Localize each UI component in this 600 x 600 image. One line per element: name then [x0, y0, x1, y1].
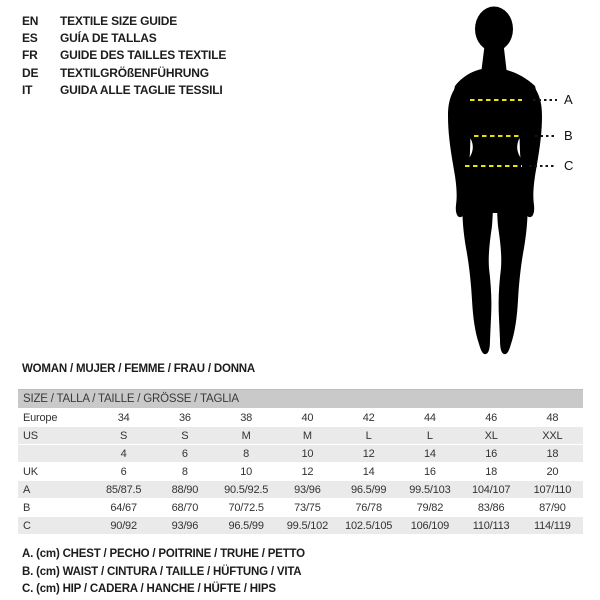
language-row: [22, 82, 226, 99]
size-cell: 99.5/103: [399, 481, 460, 499]
size-cell: 38: [216, 409, 277, 427]
marker-b-label: B: [564, 128, 573, 143]
size-cell: 68/70: [154, 499, 215, 517]
size-cell: L: [399, 427, 460, 445]
woman-silhouette-svg: [425, 0, 575, 360]
table-row-us-letter: [18, 427, 583, 445]
row-label: US: [18, 427, 93, 445]
size-cell: 4: [93, 445, 154, 463]
size-cell: 16: [399, 463, 460, 481]
table-row-chest-a: [18, 481, 583, 499]
size-cell: 114/119: [522, 517, 583, 535]
language-row: [22, 47, 226, 64]
legend-waist: B. (cm) WAIST / CINTURA / TAILLE / HÜFTUNG / VITA: [22, 565, 302, 578]
size-cell: 10: [277, 445, 338, 463]
size-cell: 18: [522, 445, 583, 463]
size-cell: 107/110: [522, 481, 583, 499]
size-cell: XXL: [522, 427, 583, 445]
chest-measure-line: [470, 99, 522, 101]
size-cell: 85/87.5: [93, 481, 154, 499]
size-cell: 104/107: [461, 481, 522, 499]
size-cell: 93/96: [277, 481, 338, 499]
size-cell: 93/96: [154, 517, 215, 535]
row-label: C: [18, 517, 93, 535]
size-cell: 110/113: [461, 517, 522, 535]
table-row-us-numeric: [18, 445, 583, 463]
size-cell: 96.5/99: [216, 517, 277, 535]
row-label: B: [18, 499, 93, 517]
guide-title-en: TEXTILE SIZE GUIDE: [60, 13, 178, 28]
size-cell: 88/90: [154, 481, 215, 499]
size-cell: 18: [461, 463, 522, 481]
size-cell: 79/82: [399, 499, 460, 517]
measurement-legend: [22, 546, 305, 599]
size-cell: 8: [216, 445, 277, 463]
language-row: [22, 29, 226, 46]
size-cell: 64/67: [93, 499, 154, 517]
size-cell: 44: [399, 409, 460, 427]
size-cell: 102.5/105: [338, 517, 399, 535]
guide-title-it: GUIDA ALLE TAGLIE TESSILI: [60, 83, 223, 98]
language-row: [22, 64, 226, 81]
size-cell: 12: [277, 463, 338, 481]
size-cell: L: [338, 427, 399, 445]
language-code: DE: [22, 65, 39, 80]
size-cell: 99.5/102: [277, 517, 338, 535]
waist-measure-line: [474, 135, 519, 137]
row-label: UK: [18, 463, 93, 481]
size-cell: 42: [338, 409, 399, 427]
language-code: ES: [22, 31, 38, 46]
size-cell: 46: [461, 409, 522, 427]
size-cell: S: [154, 427, 215, 445]
size-cell: 87/90: [522, 499, 583, 517]
guide-title-fr: GUIDE DES TAILLES TEXTILE: [60, 48, 227, 63]
guide-title-es: GUÍA DE TALLAS: [60, 31, 157, 46]
row-label: [18, 445, 93, 463]
row-label: A: [18, 481, 93, 499]
hip-connector-dots: [529, 165, 555, 167]
size-cell: M: [216, 427, 277, 445]
hip-measure-line: [465, 165, 522, 167]
size-cell: 40: [277, 409, 338, 427]
table-row-hip-c: [18, 517, 583, 535]
size-cell: 73/75: [277, 499, 338, 517]
language-title-list: [22, 12, 226, 99]
size-cell: XL: [461, 427, 522, 445]
size-cell: 106/109: [399, 517, 460, 535]
size-cell: 6: [154, 445, 215, 463]
size-cell: 96.5/99: [338, 481, 399, 499]
size-cell: 70/72.5: [216, 499, 277, 517]
table-row-uk: [18, 463, 583, 481]
size-cell: 83/86: [461, 499, 522, 517]
size-cell: 10: [216, 463, 277, 481]
size-cell: 90/92: [93, 517, 154, 535]
size-cell: 8: [154, 463, 215, 481]
size-cell: 48: [522, 409, 583, 427]
language-code: FR: [22, 48, 38, 63]
size-table: [18, 389, 583, 535]
table-group-title: WOMAN / MUJER / FEMME / FRAU / DONNA: [22, 363, 256, 375]
size-cell: 14: [399, 445, 460, 463]
size-cell: M: [277, 427, 338, 445]
size-cell: 76/78: [338, 499, 399, 517]
marker-c-label: C: [564, 158, 574, 173]
size-cell: 90.5/92.5: [216, 481, 277, 499]
chest-connector-dots: [533, 99, 557, 101]
language-row: [22, 12, 226, 29]
language-code: IT: [22, 83, 33, 98]
size-table-header: SIZE / TALLA / TAILLE / GRÖSSE / TAGLIA: [18, 390, 583, 409]
size-cell: 6: [93, 463, 154, 481]
size-cell: 20: [522, 463, 583, 481]
table-row-europe: [18, 409, 583, 427]
guide-title-de: TEXTILGRÖßENFÜHRUNG: [60, 65, 209, 80]
legend-chest: A. (cm) CHEST / PECHO / POITRINE / TRUHE / PETTO: [22, 548, 305, 560]
row-label: Europe: [18, 409, 93, 427]
size-cell: S: [93, 427, 154, 445]
size-cell: 12: [338, 445, 399, 463]
woman-silhouette-figure: [425, 0, 575, 360]
legend-hip: C. (cm) HIP / CADERA / HANCHE / HÜFTE / HIPS: [22, 583, 276, 595]
marker-a-label: A: [564, 92, 573, 107]
size-cell: 14: [338, 463, 399, 481]
waist-connector-dots: [535, 135, 557, 137]
size-cell: 34: [93, 409, 154, 427]
size-cell: 16: [461, 445, 522, 463]
size-cell: 36: [154, 409, 215, 427]
size-table-header-row: [18, 390, 583, 409]
table-row-waist-b: [18, 499, 583, 517]
language-code: EN: [22, 13, 39, 28]
